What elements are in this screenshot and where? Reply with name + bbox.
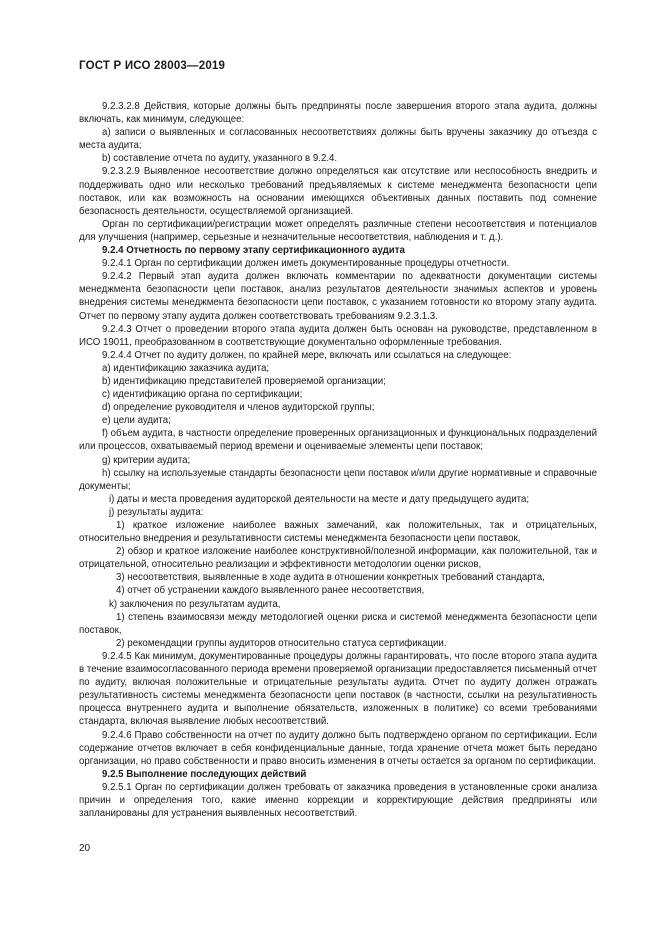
page-number: 20 <box>79 843 91 854</box>
paragraph: 9.2.4.3 Отчет о проведении второго этапа аудита должен быть основан на руководстве, представленном в ИСО 19011, преобразованном в соответствующие документально оформленные требования. <box>79 323 597 348</box>
list-item: h) ссылку на используемые стандарты безопасности цепи поставок и/или другие нормативные и справочные документы; <box>79 467 597 492</box>
list-item: c) идентификацию органа по сертификации; <box>102 389 303 401</box>
list-item: i) даты и места проведения аудиторской деятельности на месте и дату предыдущего аудита; <box>109 493 530 505</box>
list-item: e) цели аудита; <box>102 415 171 427</box>
list-item: k) заключения по результатам аудита, <box>109 598 281 610</box>
list-item: 3) несоответствия, выявленные в ходе аудита в отношении конкретных требований стандарта, <box>116 572 545 584</box>
document-header: ГОСТ Р ИСО 28003—2019 <box>79 60 226 72</box>
paragraph: 9.2.4.1 Орган по сертификации должен иметь документированные процедуры отчетности. <box>102 258 510 270</box>
document-body <box>79 100 597 820</box>
paragraph: 9.2.4.6 Право собственности на отчет по аудиту должно быть подтверждено органом по сертификации. Если содержание отчетов включает в себя конфиденциальные данные, тогда хранение отчета может быть передано организации, но право собственности и право вносить изменения в отчеты остается за органом по сертификации. <box>79 729 597 767</box>
list-item: d) определение руководителя и членов аудиторской группы; <box>102 402 375 414</box>
list-item: j) результаты аудита: <box>109 506 204 518</box>
paragraph: b) составление отчета по аудиту, указанного в 9.2.4. <box>102 153 338 165</box>
paragraph: 9.2.4.4 Отчет по аудиту должен, по крайней мере, включать или ссылаться на следующее: <box>102 349 512 361</box>
list-item: 1) краткое изложение наиболее важных замечаний, как положительных, так и отрицательных, относительно внедрения и результативности системы менеджмента безопасности цепи поставок, <box>79 520 597 545</box>
list-item: 2) обзор и краткое изложение наиболее конструктивной/полезной информации, как положительной, так и отрицательной, относительно реализации и эффективности методологии оценки рисков, <box>79 546 597 571</box>
list-item: g) критерии аудита; <box>102 454 191 466</box>
list-item: 4) отчет об устранении каждого выявленного ранее несоответствия, <box>116 585 425 597</box>
paragraph: 9.2.3.2.9 Выявленное несоответствие должно определяться как отсутствие или неспособность внедрить и поддерживать одно или несколько требований предъявляемых к системе менеджмента безопасности цепи поставок, или как возможность на основании имеющихся объективных данных поставить под сомнение безопасность деятельности, осуществляемой организацией. <box>79 166 597 217</box>
paragraph: 9.2.4.5 Как минимум, документированные процедуры должны гарантировать, что после второго этапа аудита в течение взаимосогласованного периода времени проверяемой организации предоставляется письменный отчет по аудиту, включая положительные и отрицательные результаты аудита. Отчет по аудиту должен отражать результативность системы менеджмента безопасности цепи поставок (в частности, ссылки на результативность процесса внутреннего аудита и выполнение обязательств, изложенных в политике) со всеми требованиями стандарта, включая выявление любых несоответствий. <box>79 650 597 728</box>
paragraph: 9.2.3.2.8 Действия, которые должны быть предприняты после завершения второго этапа аудита, должны включать, как минимум, следующее: <box>79 101 597 126</box>
paragraph: a) записи о выявленных и согласованных несоответствиях должны быть вручены заказчику до отъезда с места аудита; <box>79 127 597 152</box>
paragraph: 9.2.4.2 Первый этап аудита должен включать комментарии по адекватности документации системы менеджмента безопасности цепи поставок, анализ результатов деятельности значимых аспектов и уровень внедрения системы менеджмента безопасности цепи поставок, с указанием готовности ко второму этапу аудита. Отчет по первому этапу аудита должен соответствовать требованиям 9.2.3.1.3. <box>79 271 597 322</box>
paragraph: Орган по сертификации/регистрации может определять различные степени несоответствия и потенциалов для улучшения (например, серьезные и незначительные несоответствия, наблюдения и т. д.). <box>79 218 597 243</box>
section-heading: 9.2.4 Отчетность по первому этапу сертификационного аудита <box>102 245 405 257</box>
list-item: a) идентификацию заказчика аудита; <box>102 362 270 374</box>
list-item: 1) степень взаимосвязи между методологией оценки риска и системой менеджмента безопасности цепи поставок, <box>79 611 597 636</box>
paragraph: 9.2.5.1 Орган по сертификации должен требовать от заказчика проведения в установленные сроки анализа причин и определения того, какие именно коррекции и корректирующие действия предприняты или запланированы для устранения выявленных несоответствий. <box>79 781 597 820</box>
section-heading: 9.2.5 Выполнение последующих действий <box>102 768 307 780</box>
list-item: b) идентификацию представителей проверяемой организации; <box>102 375 386 387</box>
list-item: f) объем аудита, в частности определение проверенных организационных и функциональных подразделений или процессов, охватываемый период времени и оцениваемые элементы цепи поставок; <box>79 428 597 453</box>
list-item: 2) рекомендации группы аудиторов относительно статуса сертификации. <box>116 637 447 649</box>
